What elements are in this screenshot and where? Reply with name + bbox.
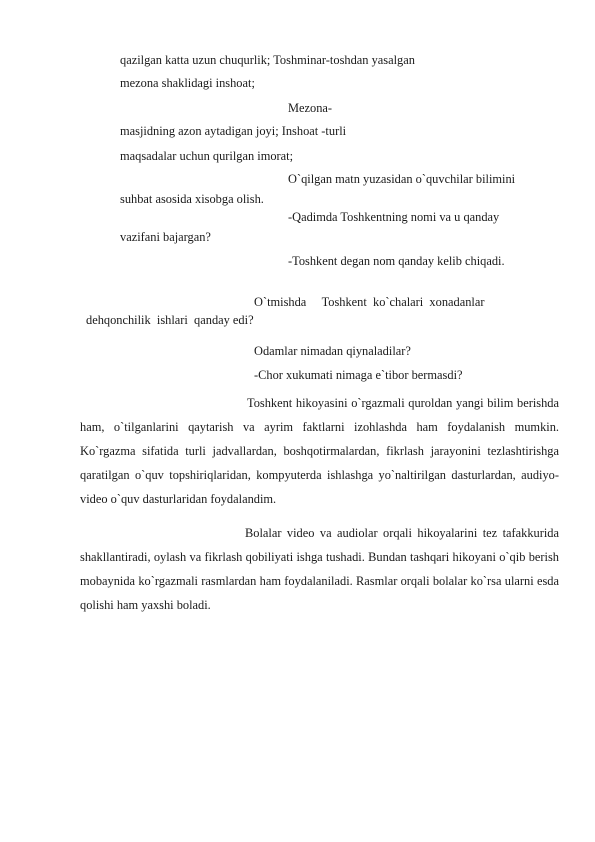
paragraph: Toshkent hikoyasini o`rgazmali quroldan yangi bilim berishda ham, o`tilganlarini qaytarish va ayrim faktlarni izohlashda ham foydalanish mumkin. Ko`rgazma sifatida turli jadvallardan, boshqotirmalardan, fikrlash jarayonini tezlashtirishga qaratilgan o`quv topshiriqlaridan, kompyuterda ishlashga yo`naltirilgan dasturlardan, audiyo-video o`quv dasturlaridan foydalandim. — [80, 396, 559, 506]
text-line: masjidning azon aytadigan joyi; Inshoat -turli — [120, 124, 347, 138]
text-line: -Toshkent degan nom qanday kelib chiqadi. — [288, 254, 505, 268]
text-line: -Chor xukumati nimaga e`tibor bermasdi? — [254, 368, 463, 382]
text-line: qazilgan katta uzun chuqurlik; Toshminar-toshdan yasalgan — [120, 53, 415, 67]
text-line: mezona shaklidagi inshoat; — [120, 76, 255, 90]
text-line: O`tmishda Toshkent ko`chalari xonadanlar — [254, 295, 485, 309]
text-line: suhbat asosida xisobga olish. — [120, 192, 264, 206]
text-line: -Qadimda Toshkentning nomi va u qanday — [288, 210, 500, 224]
text-line: Mezona- — [288, 101, 333, 115]
text-line: maqsadalar uchun qurilgan imorat; — [120, 149, 294, 163]
text-line: vazifani bajargan? — [120, 230, 211, 244]
text-line: dehqonchilik ishlari qanday edi? — [86, 313, 254, 327]
text-line: Odamlar nimadan qiynaladilar? — [254, 344, 411, 358]
paragraph: Bolalar video va audiolar orqali hikoyalarini tez tafakkurida shakllantiradi, oylash va fikrlash qobiliyati ishga tushadi. Bundan tashqari hikoyani o`qib berish mobaynida ko`rgazmali rasmlardan ham foydalaniladi. Rasmlar orqali bolalar ko`rsa ularni esda qolishi ham yaxshi boladi. — [80, 526, 559, 612]
text-line: O`qilgan matn yuzasidan o`quvchilar bilimini — [288, 172, 516, 186]
